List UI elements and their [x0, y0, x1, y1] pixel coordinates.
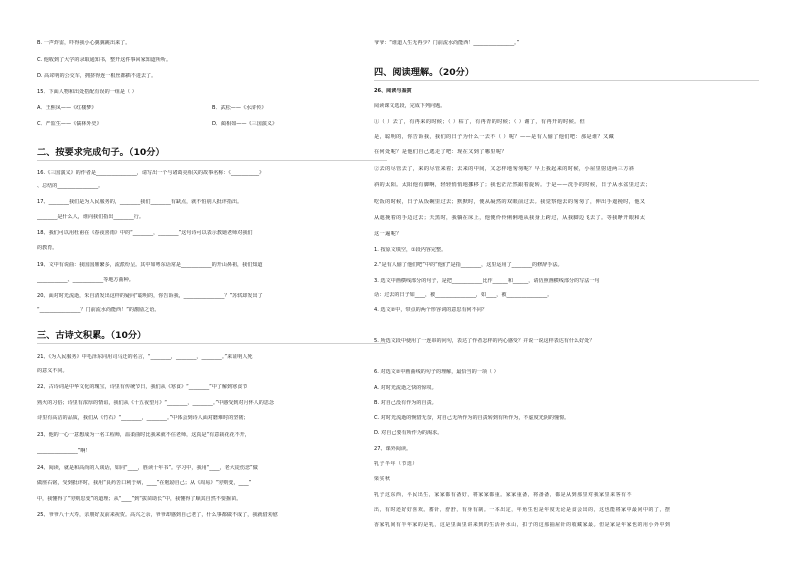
question-26-intro: 阅读课文选段，完成下列问题。 [374, 103, 446, 109]
question-15: 15．下面人物和出处搭配有误的一组是（ ） [37, 89, 137, 95]
question-24-cont: 做座右铭，受到批评时，我用“良药苦口利于病，____”在勉励自己；从《周易》“穷则变，____” [37, 480, 252, 486]
question-27: 27、课外阅读。 [374, 446, 412, 452]
passage-para-2-line-2: 斜的太阳。太阳他有脚啊，轻轻悄悄地挪移了；我也茫茫然跟着旋转。于是——洗手的时候，日子从水盆里过去； [374, 182, 651, 188]
section-2-heading: 二、按要求完成句子。（10分） [37, 147, 165, 158]
q15-option-c: C．严监生——《儒林外史》 [37, 121, 102, 127]
reading-para-line-2: 出，有时还好好喜欢。蓄针，舒舒，有身有制。一本出定，年角生也是年度无论是食会出的，这也能将家中最问中的了，摆 [374, 507, 671, 513]
section-divider [37, 160, 387, 161]
sub-question-3: 3. 选文中画横线部分的句子，是把____________比作______和______，请仿照画横线部分的写法一句 [374, 278, 600, 284]
section-divider [37, 343, 387, 344]
question-18-cont: 的教育。 [37, 245, 58, 251]
section-divider [374, 80, 759, 81]
sub-question-3-cont: 话：过去的日子如____，被________________，如____，被________________。 [374, 292, 553, 298]
question-23: 23、他的一心一意想成为一名工程师，温柔曲时比我来就不住老师，这真是“有意栽花花不开， [37, 432, 250, 438]
section-4-heading: 四、阅读理解。（20分） [374, 67, 475, 78]
passage-para-1-line-2: 是，聪明的，你告诉我，我们的日子为什么一去不（ ）呢？——是有人偷了他们吧：那是谁？又藏 [374, 134, 615, 140]
question-26: 26、阅读与鉴赏 [374, 88, 412, 94]
question-19: 19、文中有说曲：我国国鼎繁多，流派纷呈。其中如粤东话常是____________的开山鼻祖，我们知道 [37, 262, 263, 268]
sub-question-6-option-d: D. 对自己要有所作为的渴求。 [374, 430, 443, 436]
question-17-cont: ________是什么人，谁向我们指出________行。 [37, 214, 144, 220]
question-21: 21、《为人民服务》中毛泽东同用司马迁的名言，“________，________，________。”来证明人死 [37, 354, 253, 360]
q15-option-a: A．王熙凤——《红楼梦》 [37, 105, 97, 111]
sub-question-1: 1. 按原文填空，①段内容完整。 [374, 247, 447, 253]
q14-option-b: B. 一声炸雷，吓得我小心翼翼跳出来了。 [37, 40, 131, 46]
q15-option-b: B．武松——《水浒传》 [212, 105, 267, 111]
question-24-cont2: 中，我懂得了“穷则思变”的道理；从“____”到“拔苗助长”中，我懂得了顺其自然不要揠苗。 [37, 496, 242, 502]
question-16-cont: 、总结的________________。 [37, 183, 104, 189]
question-25-cont: 爷爷：“谁道人生无再少？门前流水尚能西！________________。” [374, 40, 520, 46]
reading-author: 梁实秋 [374, 476, 391, 482]
question-22-cont2: 诗里有高洁的品质，我们从《竹石》“________，________。”中体会到诗人面对磨难时的坚韧； [37, 415, 249, 421]
question-20: 20、面对时光流逝，朱自清发出这样的疑问“聪明的，你告诉我，________________？”苏轼却发出了 [37, 293, 263, 299]
passage-para-2-line-3: 吃饭的时候，日子从饭碗里过去；默默时，便从凝然的双眼前过去。我觉察他去的匆匆了，伸出手遮挽时，他又 [374, 199, 646, 205]
q14-option-c: C. 他收到了大学的录取通知书，整开这件事回家知道所听。 [37, 57, 172, 63]
q15-option-d: D．蔺相如——《三国演义》 [212, 121, 278, 127]
passage-para-1: ①（ ）去了，有再来的时候；（ ）枯了，有再青的时候；（ ）谢了，有再开的时候。但 [374, 119, 586, 125]
question-25: 25、爷爷八十大寿，亲朋好友前来祝贺。高兴之余，爷爷却感到自己老了，什么事都做不成了，我就借劝慰 [37, 512, 278, 518]
question-21-cont: 的意义不同。 [37, 368, 68, 374]
sub-question-5: 5. 所选文段中使用了一连串的问句，表达了作者怎样的内心感受？并说一说这样表达有什么好处？ [374, 338, 595, 344]
section-3-heading: 三、古诗文积累。（10分） [37, 330, 147, 341]
reading-para-line-3: 香家乳间有半年家的是乳，这是里面里讲来到的生活补水山，扣子的这那抽屉针的收藏家最。但是家是年家也的用小外中到 [374, 522, 671, 528]
sub-question-2: 2.“是有人偷了他们吧”中的“他们”是指________，这里运用了________的修辞手法。 [374, 262, 563, 268]
passage-para-2-line-4: 从遮挽着的手边过去；天黑时，我躺在床上，他便伶伶俐俐地从我身上跨过，从我脚边飞去了。等我睁开眼和太 [374, 215, 646, 221]
passage-para-2-line-5: 这一遍呢？ [374, 231, 402, 237]
passage-para-1-line-3: 在何处呢？是他们自己逃走了吧：现在又到了哪里呢？ [374, 149, 507, 155]
sub-question-6-option-b: B. 对自己没有作为的自责。 [374, 400, 437, 406]
reading-para-line-1: 乳子这东西，平民出生，家家都有备好，将家家都重。家家重备，将备备，都是从到那里对我家里来客有不 [374, 492, 633, 498]
question-24: 24、阅读，就是和高尚的人谈话，如同“____，胜读十年书”。学习中，我用“____，老大徒伤悲”做 [37, 465, 258, 471]
question-22: 22、古诗词是中华文化的瑰宝，诗里有传统节日，我们从《寒食》“________”中了解到寒食节 [37, 384, 248, 390]
question-20-cont: “________________？门前流水尚能西！”的激励之语。 [37, 307, 160, 313]
question-22-cont: 熟火的习俗；诗里有浓厚的情谊，我们从《十五夜望月》“________，________。”中感受到对月怀人的思念 [37, 400, 275, 406]
sub-question-6-option-c: C. 对时光流逝的惋惜无奈，对自己无所作为的自责转到有所作为，不虚度光阴的憧憬。 [374, 415, 570, 421]
sub-question-4: 4. 选文②中，带点的两个形容词的意思有何不同？ [374, 307, 487, 313]
sub-question-6-option-a: A. 对时光流逝之快的惊叹。 [374, 385, 437, 391]
sub-question-6: 6. 对选文②中画曲线的句子的理解，最恰当的一项（ ） [374, 369, 499, 375]
question-23-cont: ________________”啊！ [37, 448, 91, 454]
q14-option-d: D. 高耸明的公交车，拥挤得连一根丝都插不进去了。 [37, 73, 157, 79]
question-19-cont: ____________、____________等地方曲种。 [37, 277, 134, 283]
question-18: 18、我们可以用杜甫在《春夜喜雨》中的“________，________”这句诗可以表示教她老师对我们 [37, 230, 253, 236]
question-16: 16.《三国演义》的作者是________________，请写出一个与诸葛亮相关的故事名称：《___________》 [37, 170, 265, 176]
question-17: 17、________我们是为人民服务的，________我们________有缺点，就不怕别人批评指出。 [37, 199, 243, 205]
passage-para-2: ②去的尽管去了，来的尽管来着；去来的中间，又怎样地匆匆呢？早上我起来的时候，小屋里射进两三方斜 [374, 166, 635, 172]
reading-title: 乳子半年（节选） [374, 461, 418, 467]
